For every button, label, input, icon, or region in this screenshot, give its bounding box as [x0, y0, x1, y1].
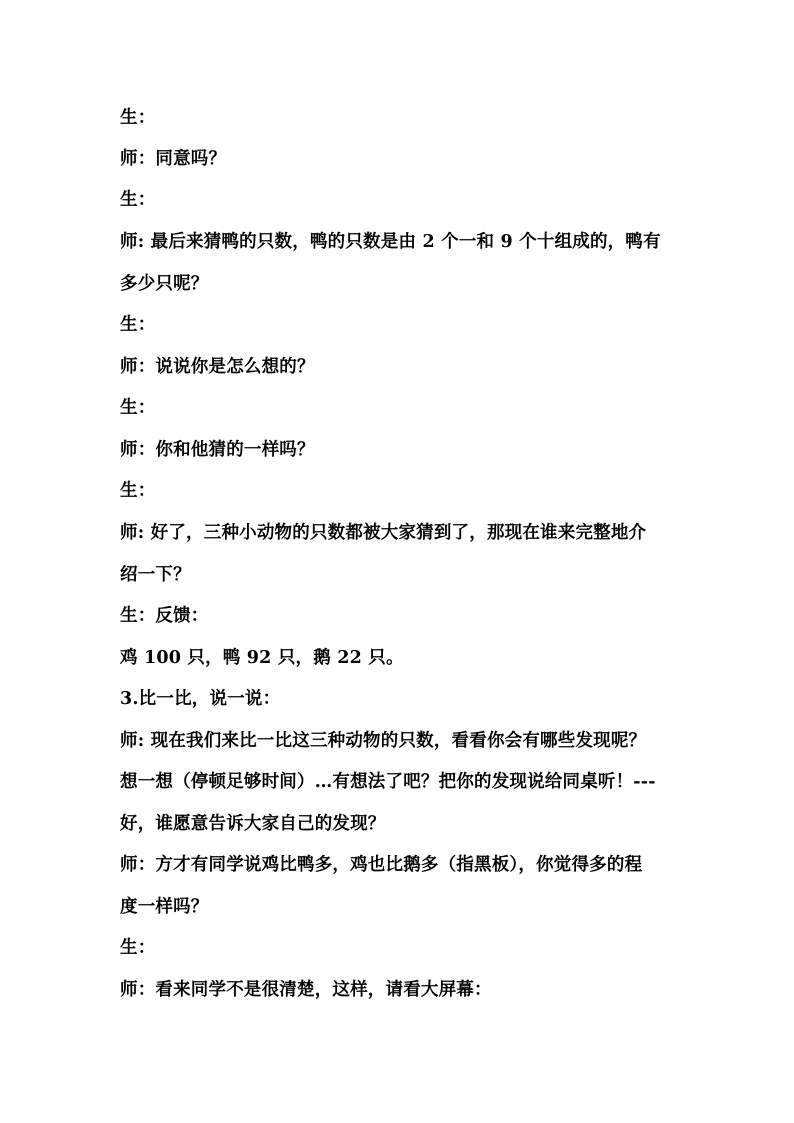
- dialogue-line: 师：说说你是怎么想的？: [120, 357, 315, 377]
- dialogue-line: 师: 最后来猜鸭的只数，鸭的只数是由 2 个一和 9 个十组成的，鸭有: [120, 232, 661, 252]
- section-heading: 3.比一比，说一说：: [120, 689, 281, 709]
- dialogue-line: 生：: [120, 481, 156, 501]
- dialogue-line: 好，谁愿意告诉大家自己的发现？: [120, 814, 386, 834]
- summary-line: 鸡 100 只，鸭 92 只，鹅 22 只。: [120, 648, 404, 668]
- dialogue-line: 生：反馈：: [120, 606, 209, 626]
- dialogue-line: 生：: [120, 315, 156, 335]
- dialogue-line: 师: 好了，三种小动物的只数都被大家猜到了，那现在谁来完整地介: [120, 523, 647, 543]
- dialogue-line: 多少只呢？: [120, 274, 209, 294]
- dialogue-line: 师：方才有同学说鸡比鸭多，鸡也比鹅多（指黑板），你觉得多的程: [120, 855, 643, 875]
- dialogue-line: 师: 现在我们来比一比这三种动物的只数，看看你会有哪些发现呢？: [120, 731, 647, 751]
- dialogue-line: 师：看来同学不是很清楚，这样，请看大屏幕：: [120, 980, 492, 1000]
- dialogue-line: 度一样吗？: [120, 897, 209, 917]
- dialogue-line: 生：: [120, 108, 156, 128]
- dialogue-line: 生：: [120, 938, 156, 958]
- dialogue-line: 师：同意吗？: [120, 149, 227, 169]
- dialogue-line: 生：: [120, 398, 156, 418]
- dialogue-line: 师：你和他猜的一样吗？: [120, 440, 315, 460]
- dialogue-line: 绍一下？: [120, 565, 191, 585]
- dialogue-line: 生：: [120, 190, 156, 210]
- dialogue-line: 想一想（停顿足够时间）…有想法了吧？把你的发现说给同桌听！---: [120, 772, 656, 792]
